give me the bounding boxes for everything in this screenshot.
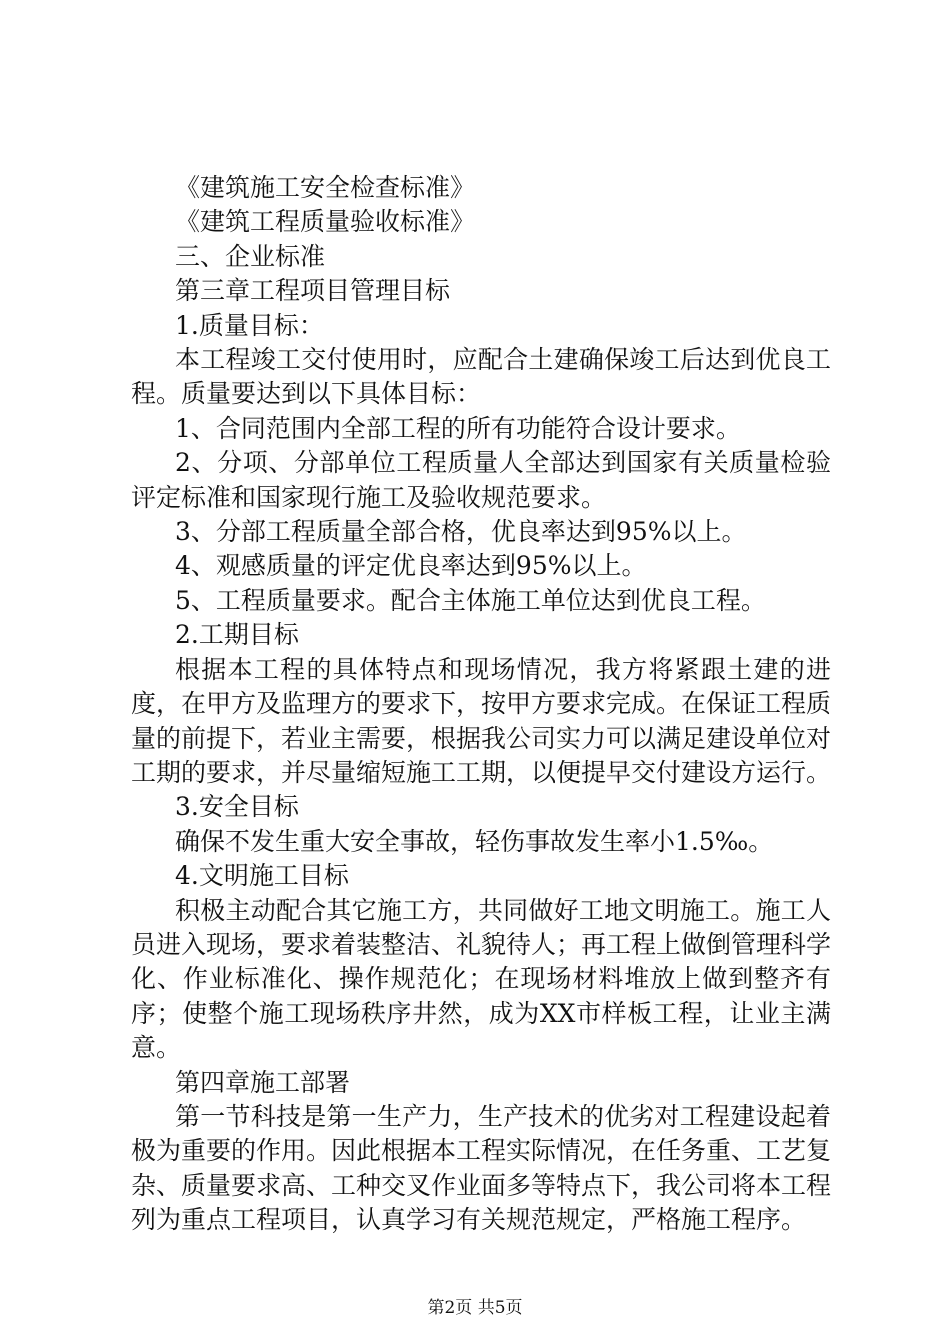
- paragraph-quality-item-1: 1、合同范围内全部工程的所有功能符合设计要求。: [175, 413, 741, 443]
- schedule-target-heading: 2.工期目标: [175, 620, 299, 650]
- paragraph-safety-body: 确保不发生重大安全事故，轻伤事故发生率小1.5‰。: [175, 826, 774, 856]
- document-body: [131, 171, 831, 1238]
- paragraph-standard-quality-acceptance: 《建筑工程质量验收标准》: [175, 207, 476, 237]
- quality-target-heading: 1.质量目标：: [175, 310, 324, 340]
- paragraph-quality-item-2: 2、分项、分部单位工程质量人全部达到国家有关质量检验评定标准和国家现行施工及验收规范要求。: [131, 448, 831, 512]
- chapter-four-heading: 第四章施工部署: [175, 1067, 351, 1097]
- paragraph-section-one-body: 第一节科技是第一生产力，生产技术的优劣对工程建设起着极为重要的作用。因此根据本工程实际情况，在任务重、工艺复杂、质量要求高、工种交叉作业面多等特点下，我公司将本工程列为重点工程项目，认真学习有关规范规定，严格施工程序。: [131, 1101, 832, 1235]
- chapter-three-heading: 第三章工程项目管理目标: [175, 276, 451, 306]
- page-number-indicator: 第2页 共5页: [427, 1298, 523, 1318]
- paragraph-schedule-body: 根据本工程的具体特点和现场情况，我方将紧跟土建的进度，在甲方及监理方的要求下，按甲方要求完成。在保证工程质量的前提下，若业主需要，根据我公司实力可以满足建设单位对工期的要求，并尽量缩短施工工期，以便提早交付建设方运行。: [131, 654, 832, 787]
- safety-target-heading: 3.安全目标: [175, 792, 299, 822]
- paragraph-quality-item-3: 3、分部工程质量全部合格，优良率达到95%以上。: [175, 517, 747, 547]
- paragraph-quality-item-5: 5、工程质量要求。配合主体施工单位达到优良工程。: [175, 585, 766, 615]
- page-footer: [0, 1297, 950, 1319]
- paragraph-civilized-construction-body: 积极主动配合其它施工方，共同做好工地文明施工。施工人员进入现场，要求着装整洁、礼貌待人；再工程上做倒管理科学化、作业标准化、操作规范化；在现场材料堆放上做到整齐有序；使整个施工现场秩序井然，成为XX市样板工程，让业主满意。: [131, 895, 832, 1063]
- paragraph-quality-intro: 本工程竣工交付使用时，应配合土建确保竣工后达到优良工程。质量要达到以下具体目标：: [131, 345, 831, 409]
- paragraph-enterprise-standard-heading: 三、企业标准: [175, 241, 326, 271]
- paragraph-quality-item-4: 4、观感质量的评定优良率达到95%以上。: [175, 551, 647, 581]
- civilized-construction-heading: 4.文明施工目标: [175, 861, 349, 891]
- paragraph-standard-safety-check: 《建筑施工安全检查标准》: [175, 173, 476, 202]
